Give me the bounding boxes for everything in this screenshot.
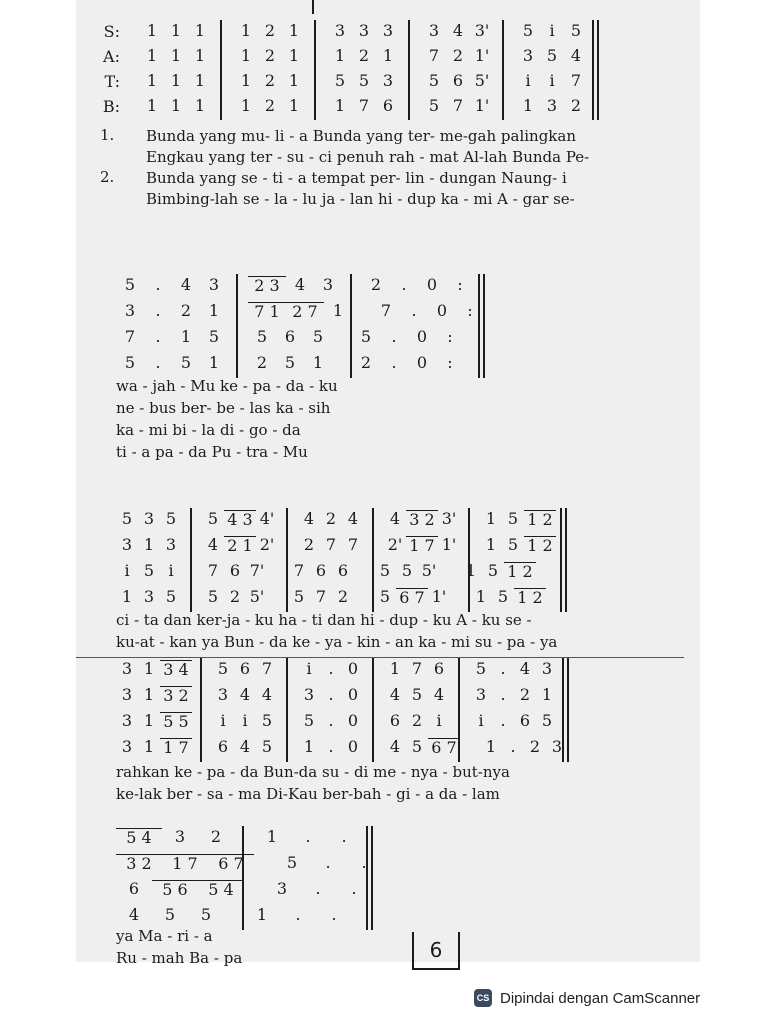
note: 5: [284, 353, 296, 372]
note: 6: [337, 561, 349, 580]
note: 2: [256, 353, 268, 372]
note: :: [447, 353, 453, 372]
note: 1: [240, 96, 252, 115]
note: 5: [379, 561, 391, 580]
lyric-line: ke-lak ber - sa - ma Di-Kau ber-bah - gi - a da - lam: [116, 785, 500, 803]
note: 1 7: [406, 536, 438, 555]
note: 6: [452, 71, 464, 90]
note: 1: [541, 685, 553, 704]
note: i: [306, 659, 312, 678]
note: 1: [240, 46, 252, 65]
note: 5: [570, 21, 582, 40]
note: 1: [143, 711, 155, 730]
note: 7: [124, 327, 136, 346]
note: 1: [465, 561, 477, 580]
note: 2': [259, 535, 275, 554]
note: 2: [452, 46, 464, 65]
note: 5 6: [152, 880, 198, 899]
note: 0: [347, 659, 359, 678]
note: 5: [507, 535, 519, 554]
note: 2: [264, 96, 276, 115]
note: 4: [389, 685, 401, 704]
note: .: [331, 905, 337, 924]
end-bar-line: [560, 508, 562, 612]
note: 1: [288, 21, 300, 40]
note: 1: [194, 71, 206, 90]
note: 4: [347, 509, 359, 528]
note: i: [436, 711, 442, 730]
note: 3': [474, 21, 490, 40]
note: 2: [180, 301, 192, 320]
end-bar-line: [565, 508, 567, 612]
note: 5: [358, 71, 370, 90]
note: 1 2: [524, 510, 556, 529]
note: 3: [541, 659, 553, 678]
note: 5: [256, 327, 268, 346]
note: 1: [288, 96, 300, 115]
end-bar-line: [592, 20, 594, 120]
note: 3: [382, 71, 394, 90]
note: .: [500, 685, 506, 704]
note: .: [391, 353, 397, 372]
note: i: [478, 711, 484, 730]
note: 1: [170, 96, 182, 115]
note: 3: [475, 685, 487, 704]
note: 7: [570, 71, 582, 90]
note: 5: [507, 509, 519, 528]
note: 6: [128, 879, 140, 898]
note: 1: [240, 71, 252, 90]
note: 1: [170, 21, 182, 40]
note: 1: [194, 96, 206, 115]
note: .: [510, 737, 516, 756]
note: 3: [382, 21, 394, 40]
note: 5: [261, 711, 273, 730]
note: 5: [360, 327, 372, 346]
note: 6: [239, 659, 251, 678]
note: .: [295, 905, 301, 924]
note: 2 7: [286, 302, 324, 321]
note: 6: [284, 327, 296, 346]
note: i: [242, 711, 248, 730]
note: 1: [312, 353, 324, 372]
note: 4: [180, 275, 192, 294]
note: 5: [411, 685, 423, 704]
note: .: [315, 879, 321, 898]
note: 1: [146, 71, 158, 90]
note: .: [341, 827, 347, 846]
top-bar-mark: [312, 0, 314, 14]
note: 5: [411, 737, 423, 756]
note: 6 7: [396, 588, 428, 607]
note: 3: [121, 659, 133, 678]
note: 5: [522, 21, 534, 40]
note: 6 7: [428, 738, 460, 757]
note: 7: [261, 659, 273, 678]
note: i: [549, 71, 555, 90]
note: 3: [546, 96, 558, 115]
note: 5: [121, 509, 133, 528]
note: i: [525, 71, 531, 90]
note: 1': [474, 46, 490, 65]
note: 5: [334, 71, 346, 90]
note: 5: [497, 587, 509, 606]
note: 2: [358, 46, 370, 65]
note: 3 4: [160, 660, 192, 679]
note: 0: [426, 275, 438, 294]
note: 1: [334, 46, 346, 65]
bar-line: [286, 658, 288, 762]
lyric-line: rahkan ke - pa - da Bun-da su - di me - nya - but-nya: [116, 763, 510, 781]
note: 6: [217, 737, 229, 756]
note: 4: [239, 737, 251, 756]
note: 2: [210, 827, 222, 846]
note: 6 7: [208, 854, 254, 873]
note: 3: [303, 685, 315, 704]
note: 7 1: [248, 302, 286, 321]
lyric-line: Bunda yang mu- li - a Bunda yang ter- me-gah palingkan: [146, 127, 576, 145]
note: .: [328, 711, 334, 730]
note: 2: [360, 353, 372, 372]
note: 7: [347, 535, 359, 554]
note: 3: [208, 275, 220, 294]
note: 5: [165, 509, 177, 528]
note: 1: [485, 535, 497, 554]
note: 5: [217, 659, 229, 678]
system-divider: [76, 657, 684, 658]
note: 5: [428, 96, 440, 115]
note: 5: [124, 275, 136, 294]
voice-label: T:: [104, 72, 120, 91]
page-number: 6: [429, 938, 443, 962]
note: .: [328, 737, 334, 756]
bar-line: [502, 20, 504, 120]
note: 1: [146, 46, 158, 65]
note: i: [124, 561, 130, 580]
note: 3: [121, 737, 133, 756]
camscanner-label: Dipindai dengan CamScanner: [500, 989, 701, 1007]
note: .: [411, 301, 417, 320]
lyric-line: Ru - mah Ba - pa: [116, 949, 243, 967]
note: 4: [452, 21, 464, 40]
note: 5': [421, 561, 437, 580]
note: 3 2: [160, 686, 192, 705]
note: i: [220, 711, 226, 730]
note: 5: [208, 327, 220, 346]
note: 4: [207, 535, 219, 554]
note: 1: [143, 659, 155, 678]
note: 1: [485, 737, 497, 756]
lyric-line: ya Ma - ri - a: [116, 927, 213, 945]
note: 5: [428, 71, 440, 90]
note: 0: [347, 685, 359, 704]
note: 3: [174, 827, 186, 846]
note: 2: [411, 711, 423, 730]
note: 6: [382, 96, 394, 115]
note: 5: [124, 353, 136, 372]
note: 1: [143, 685, 155, 704]
note: 5: [180, 353, 192, 372]
note: 1': [431, 587, 447, 606]
note: 2: [264, 71, 276, 90]
note: .: [500, 711, 506, 730]
note: .: [328, 685, 334, 704]
note: 3 2: [406, 510, 438, 529]
lyric-line: ku-at - kan ya Bun - da ke - ya - kin - an ka - mi su - pa - ya: [116, 633, 558, 651]
note: 7: [207, 561, 219, 580]
note: 5 4: [198, 880, 244, 899]
note: 5: [303, 711, 315, 730]
note: 7: [358, 96, 370, 115]
note: 1: [382, 46, 394, 65]
voice-label: B:: [102, 97, 120, 116]
note: 5: [207, 509, 219, 528]
note: 5: [546, 46, 558, 65]
note: 1 2: [524, 536, 556, 555]
note: .: [155, 275, 161, 294]
note: 2 1: [224, 536, 256, 555]
note: 1: [146, 21, 158, 40]
note: 1: [240, 21, 252, 40]
note: 5: [165, 587, 177, 606]
note: 7: [411, 659, 423, 678]
note: 2: [519, 685, 531, 704]
note: 7': [249, 561, 265, 580]
note: 5: [286, 853, 298, 872]
note: 1 7: [162, 854, 208, 873]
note: .: [305, 827, 311, 846]
verse-number: 1.: [100, 126, 115, 144]
end-bar-line: [483, 274, 485, 378]
end-bar-line: [478, 274, 480, 378]
note: 0: [436, 301, 448, 320]
note: 5: [293, 587, 305, 606]
note: 1: [334, 96, 346, 115]
note: 5': [249, 587, 265, 606]
note: 2 3: [248, 276, 286, 295]
note: 5: [207, 587, 219, 606]
note: 3: [428, 21, 440, 40]
note: 5: [261, 737, 273, 756]
note: 1: [332, 301, 344, 320]
note: 1: [303, 737, 315, 756]
note: 3: [522, 46, 534, 65]
note: 3: [121, 685, 133, 704]
note: 3: [322, 275, 334, 294]
note: 1: [170, 71, 182, 90]
note: 6: [433, 659, 445, 678]
note: 2: [264, 21, 276, 40]
note: 3: [143, 509, 155, 528]
note: 1: [143, 535, 155, 554]
bar-line: [372, 658, 374, 762]
note: 4: [570, 46, 582, 65]
note: 4: [389, 737, 401, 756]
note: i: [549, 21, 555, 40]
bar-line: [200, 658, 202, 762]
note: 4: [239, 685, 251, 704]
camscanner-icon: CS: [474, 989, 492, 1007]
lyric-line: wa - jah - Mu ke - pa - da - ku: [116, 377, 338, 395]
note: 4: [519, 659, 531, 678]
lyric-line: ci - ta dan ker-ja - ku ha - ti dan hi - dup - ku A - ku se -: [116, 611, 532, 629]
note: 4: [433, 685, 445, 704]
note: 5: [164, 905, 176, 924]
note: 7: [315, 587, 327, 606]
note: 2: [303, 535, 315, 554]
voice-label: A:: [103, 47, 120, 66]
note: :: [467, 301, 473, 320]
end-bar-line: [597, 20, 599, 120]
bar-line: [220, 20, 222, 120]
lyric-line: ka - mi bi - la di - go - da: [116, 421, 301, 439]
note: 1: [194, 46, 206, 65]
note: 0: [416, 327, 428, 346]
note: 7: [428, 46, 440, 65]
note: .: [391, 327, 397, 346]
note: 1: [522, 96, 534, 115]
note: 1: [475, 587, 487, 606]
note: 4: [389, 509, 401, 528]
verse-number: 2.: [100, 168, 115, 186]
bar-line: [190, 508, 192, 612]
note: 1: [194, 21, 206, 40]
note: 3': [441, 509, 457, 528]
note: 2: [529, 737, 541, 756]
note: 1: [180, 327, 192, 346]
note: 7: [325, 535, 337, 554]
note: .: [155, 327, 161, 346]
note: .: [325, 853, 331, 872]
note: 4 3: [224, 510, 256, 529]
note: 2: [570, 96, 582, 115]
note: 3: [124, 301, 136, 320]
note: 1': [474, 96, 490, 115]
note: 6: [229, 561, 241, 580]
end-bar-line: [371, 826, 373, 930]
note: 4: [303, 509, 315, 528]
note: 3 2: [116, 854, 162, 873]
note: 3: [165, 535, 177, 554]
note: 0: [347, 711, 359, 730]
note: 2: [337, 587, 349, 606]
note: .: [155, 301, 161, 320]
note: 1: [208, 301, 220, 320]
lyric-line: ti - a pa - da Pu - tra - Mu: [116, 443, 308, 461]
note: 1: [121, 587, 133, 606]
lyric-line: Engkau yang ter - su - ci penuh rah - mat Al-lah Bunda Pe-: [146, 148, 590, 166]
bar-line: [314, 20, 316, 120]
note: 1: [208, 353, 220, 372]
bar-line: [236, 274, 238, 378]
lyric-line: ne - bus ber- be - las ka - sih: [116, 399, 331, 417]
note: 5: [312, 327, 324, 346]
note: 2: [264, 46, 276, 65]
note: 5: [541, 711, 553, 730]
note: 3: [276, 879, 288, 898]
note: 1 2: [504, 562, 536, 581]
camscanner-watermark: [474, 984, 762, 1012]
note: 3: [334, 21, 346, 40]
note: 3: [551, 737, 563, 756]
note: .: [155, 353, 161, 372]
note: .: [361, 853, 367, 872]
note: .: [351, 879, 357, 898]
note: 2: [370, 275, 382, 294]
note: 6: [389, 711, 401, 730]
note: 2: [325, 509, 337, 528]
note: 2: [229, 587, 241, 606]
note: 1: [256, 905, 268, 924]
note: 0: [347, 737, 359, 756]
note: 3: [358, 21, 370, 40]
note: 5: [475, 659, 487, 678]
note: 1 7: [160, 738, 192, 757]
note: 6: [519, 711, 531, 730]
voice-label: S:: [103, 22, 120, 41]
note: 1 2: [514, 588, 546, 607]
note: 5 4: [116, 828, 162, 847]
note: i: [168, 561, 174, 580]
note: 1: [266, 827, 278, 846]
end-bar-line: [366, 826, 368, 930]
note: 4: [261, 685, 273, 704]
note: .: [401, 275, 407, 294]
note: 5: [143, 561, 155, 580]
note: 4: [294, 275, 306, 294]
note: 7: [380, 301, 392, 320]
lyric-line: Bimbing-lah se - la - lu ja - lan hi - dup ka - mi A - gar se-: [146, 190, 575, 208]
note: 5: [487, 561, 499, 580]
note: 7: [452, 96, 464, 115]
note: 1: [170, 46, 182, 65]
note: 3: [121, 711, 133, 730]
bar-line: [408, 20, 410, 120]
note: 1: [288, 71, 300, 90]
note: 5: [200, 905, 212, 924]
note: 7: [293, 561, 305, 580]
note: 1': [441, 535, 457, 554]
note: .: [500, 659, 506, 678]
note: 5: [379, 587, 391, 606]
note: 3: [217, 685, 229, 704]
note: 0: [416, 353, 428, 372]
note: 5': [474, 71, 490, 90]
note: 6: [315, 561, 327, 580]
note: 1: [146, 96, 158, 115]
note: .: [328, 659, 334, 678]
note: :: [457, 275, 463, 294]
note: 1: [143, 737, 155, 756]
note: 3: [121, 535, 133, 554]
note: 5 5: [160, 712, 192, 731]
note: :: [447, 327, 453, 346]
page-number-box: [412, 932, 460, 970]
note: 1: [485, 509, 497, 528]
note: 4: [128, 905, 140, 924]
note: 5: [401, 561, 413, 580]
lyric-line: Bunda yang se - ti - a tempat per- lin - dungan Naung- i: [146, 169, 567, 187]
note: 1: [288, 46, 300, 65]
note: 1: [389, 659, 401, 678]
note: 4': [259, 509, 275, 528]
note: 2': [387, 535, 403, 554]
note: 3: [143, 587, 155, 606]
